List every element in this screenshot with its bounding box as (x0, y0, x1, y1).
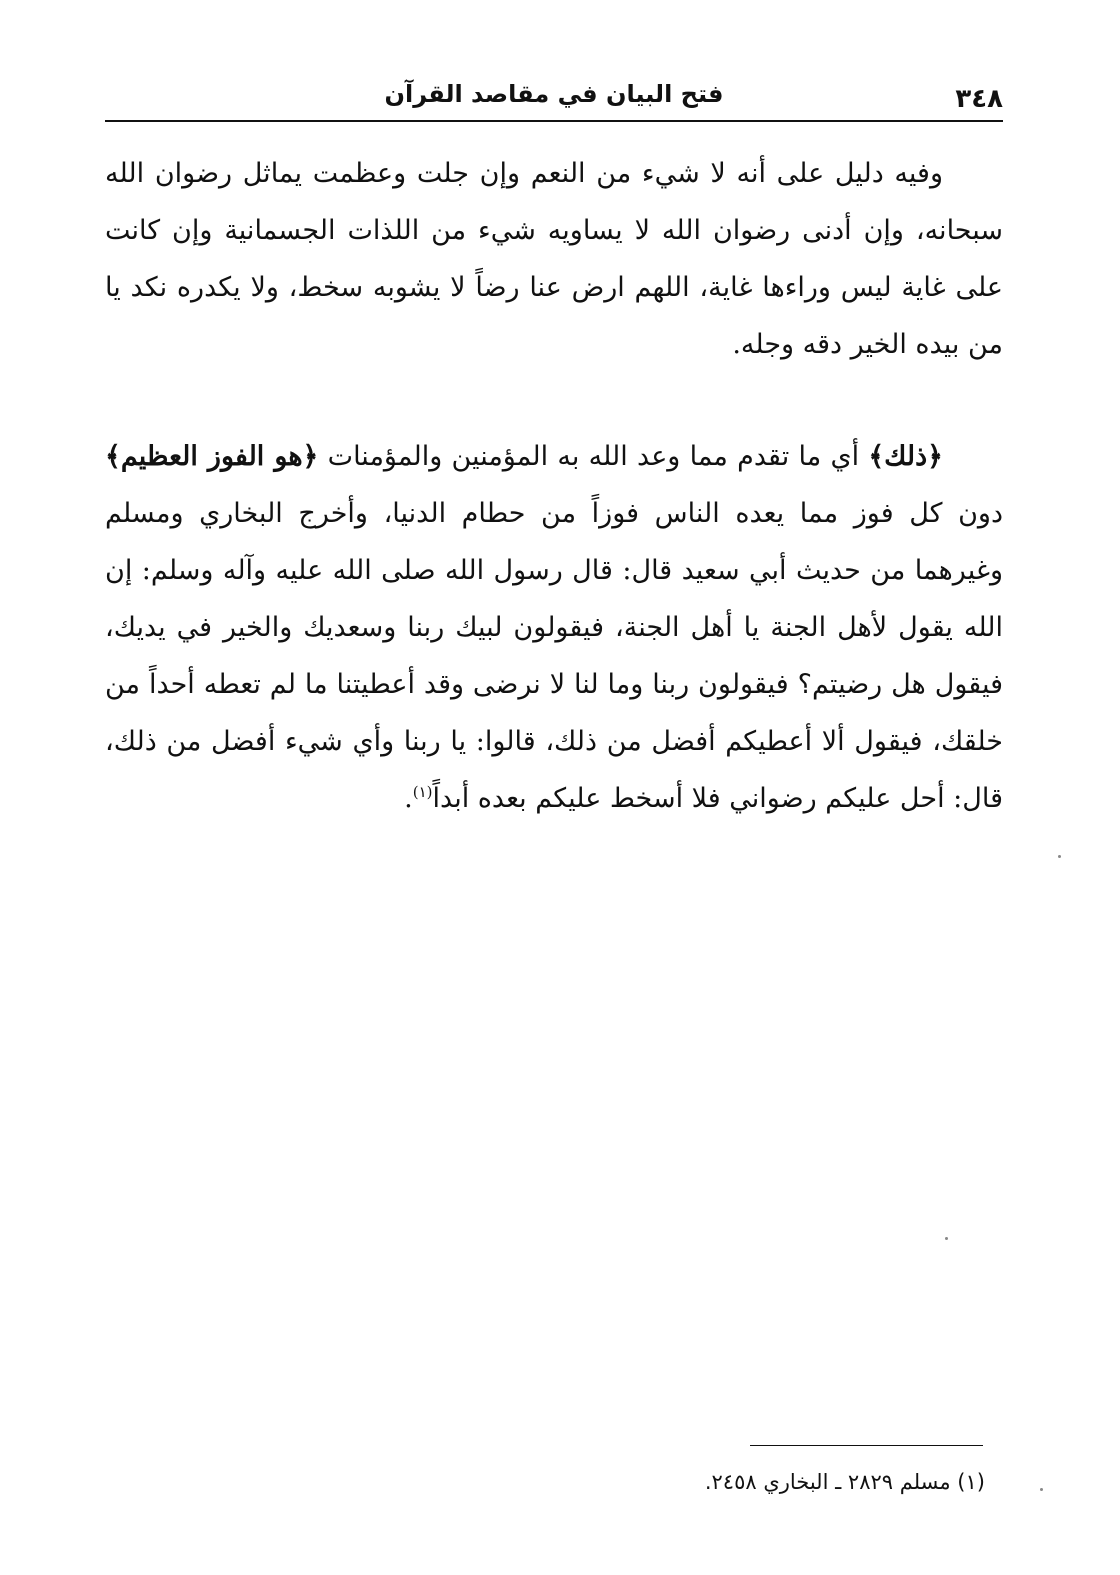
paragraph-end: . (404, 783, 413, 814)
scan-speck (945, 1237, 948, 1240)
page-header (105, 70, 1003, 118)
footnote-reference[interactable]: (١) (412, 783, 433, 801)
paragraph-text: وفيه دليل على أنه لا شيء من النعم وإن جلت وعظمت يماثل رضوان الله سبحانه، وإن أدنى رضوان الله لا يساويه شيء من اللذات الجسمانية وإن كانت على غاية ليس وراءها غاية، اللهم ارض عنا رضاً لا يشوبه سخط، ولا يكدره نكد يا من بيده الخير دقه وجله. (105, 158, 1003, 360)
page-number: ٣٤٨ (955, 84, 1003, 114)
running-title: فتح البيان في مقاصد القرآن (384, 80, 724, 108)
footnote-rule (750, 1445, 983, 1446)
paragraph-1 (105, 145, 1003, 373)
paragraph-text: دون كل فوز مما يعده الناس فوزاً من حطام الدنيا، وأخرج البخاري ومسلم وغيرهما من حديث أبي سعيد قال: قال رسول الله صلى الله عليه وآله وسلم: إن الله يقول لأهل الجنة يا أهل الجنة، فيقولون لبيك ربنا وسعديك والخير في يديك، فيقول هل رضيتم؟ فيقولون ربنا وما لنا لا نرضى وقد أعطيتنا ما لم تعطه أحداً من خلقك، فيقول ألا أعطيكم أفضل من ذلك، قالوا: يا ربنا وأي شيء أفضل من ذلك، قال: أحل عليكم رضواني فلا أسخط عليكم بعده أبداً (105, 498, 1003, 814)
scan-speck (1058, 855, 1061, 858)
quran-quote: ﴿ذلك﴾ (868, 441, 943, 472)
scan-speck (1040, 1488, 1043, 1491)
paragraph-text: أي ما تقدم مما وعد الله به المؤمنين والمؤمنات (318, 441, 869, 472)
footnote: (١) مسلم ٢٨٢٩ ـ البخاري ٢٤٥٨. (704, 1470, 985, 1494)
paragraph-2 (105, 428, 1003, 827)
main-text (105, 145, 1003, 827)
header-rule (105, 120, 1003, 122)
quran-quote: ﴿هو الفوز العظيم﴾ (105, 441, 319, 472)
